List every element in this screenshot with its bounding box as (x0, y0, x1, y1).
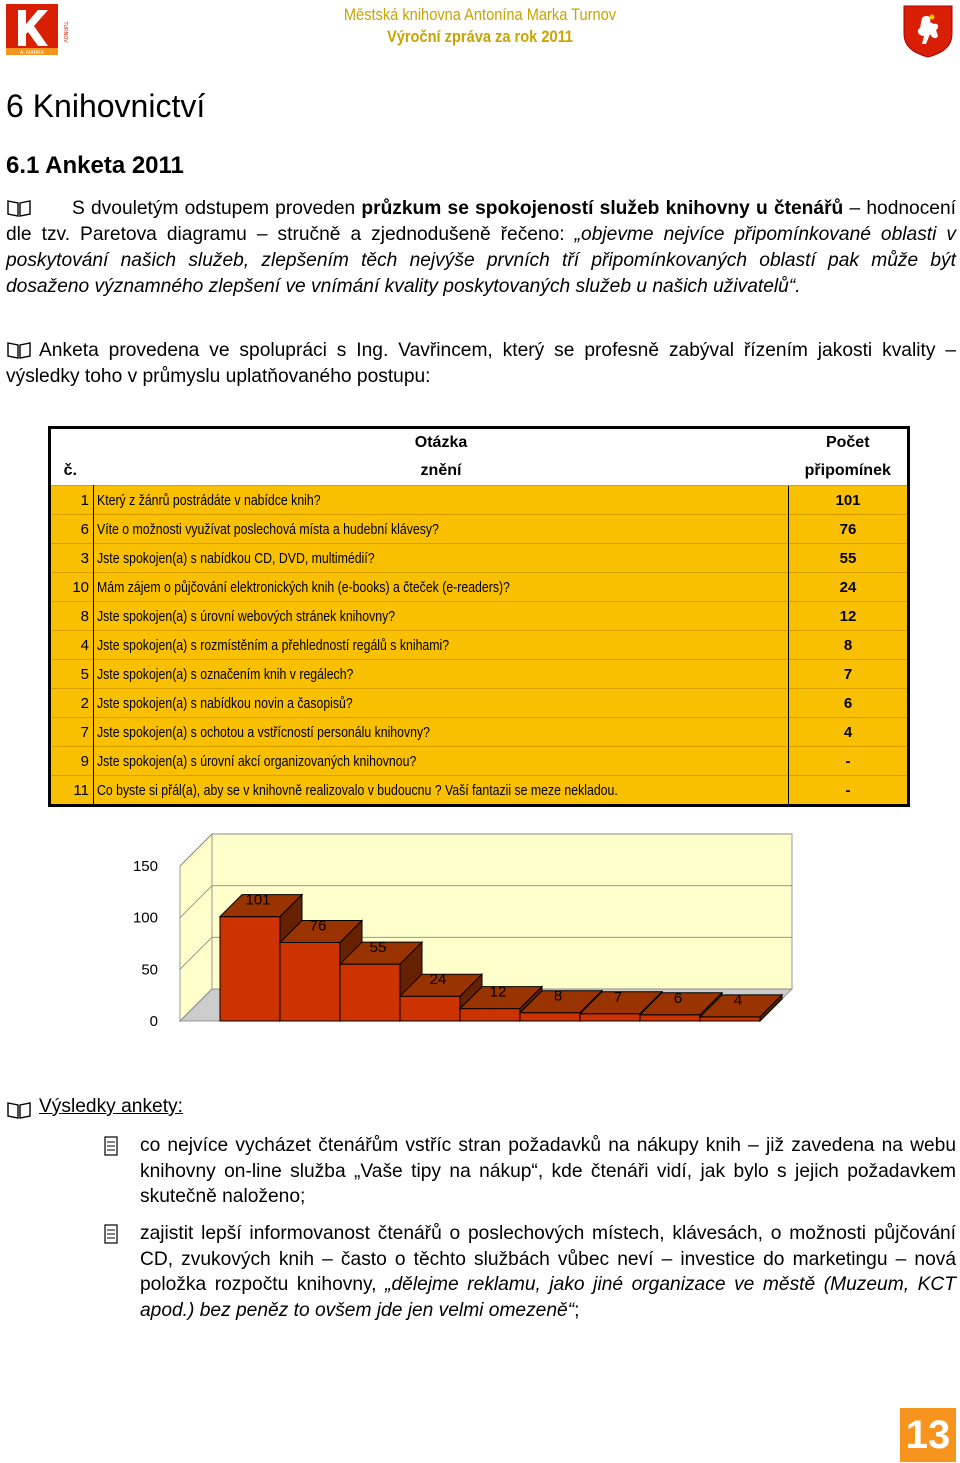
y-tick-label: 50 (141, 961, 158, 979)
intro-text-a: S dvouletým odstupem proveden (72, 198, 362, 219)
bar-value-label: 8 (553, 987, 563, 1005)
bar (700, 1017, 760, 1021)
row-question (94, 776, 789, 806)
bar-value-label: 55 (369, 939, 387, 957)
row-question (94, 486, 789, 515)
result-text-quote: „dělejme reklamu, jako jiné organizace ve městě (Muzeum, KCT apod.) bez peněz to ovšem jde jen velmi omezeně“ (140, 1274, 956, 1321)
row-count: 4 (789, 718, 909, 747)
row-number: 3 (50, 544, 94, 573)
result-item (104, 1133, 956, 1210)
row-question (94, 689, 789, 718)
cooperation-text: Anketa provedena ve spolupráci s Ing. Vavřincem, který se profesně zabýval řízením jakosti kvality – výsledky toho v průmyslu uplatňovaného postupu: (6, 340, 956, 387)
intro-text-bold: průzkum se spokojeností služeb knihovny u čtenářů (361, 198, 844, 219)
header-count-1: Počet (789, 428, 909, 458)
bar (340, 964, 400, 1021)
bar-value-label: 6 (673, 989, 683, 1007)
row-question-text: Jste spokojen(a) s označením knih v regálech? (97, 665, 354, 683)
cooperation-paragraph (6, 338, 956, 390)
row-question (94, 573, 789, 602)
row-question (94, 747, 789, 776)
row-question-text: Jste spokojen(a) s ochotou a vstřícností personálu knihovny? (97, 723, 430, 741)
pareto-chart (100, 820, 860, 1050)
row-number: 1 (50, 486, 94, 515)
row-count: 76 (789, 515, 909, 544)
header-wording: znění (94, 457, 789, 486)
row-count: 12 (789, 602, 909, 631)
results-heading-text: Výsledky ankety: (39, 1096, 183, 1117)
table-row (50, 660, 909, 689)
table-row (50, 776, 909, 806)
header-library-name: Městská knihovna Antonína Marka Turnov (343, 5, 617, 24)
bar (640, 1015, 700, 1021)
row-question-text: Jste spokojen(a) s rozmístěním a přehledností regálů s knihami? (97, 636, 450, 654)
row-number: 8 (50, 602, 94, 631)
row-question (94, 631, 789, 660)
result-item (104, 1221, 956, 1323)
bar (460, 1009, 520, 1021)
table-row (50, 747, 909, 776)
table-row (50, 631, 909, 660)
survey-intro-paragraph (6, 196, 956, 300)
bar (220, 917, 280, 1021)
survey-table (48, 426, 910, 807)
row-number: 7 (50, 718, 94, 747)
table-row (50, 573, 909, 602)
chapter-heading: 6 Knihovnictví (6, 88, 206, 124)
row-count: - (789, 747, 909, 776)
y-tick-label: 100 (132, 909, 158, 927)
row-question-text: Který z žánrů postrádáte v nabídce knih? (97, 491, 321, 509)
header-question: Otázka (94, 428, 789, 458)
row-count: 24 (789, 573, 909, 602)
row-number: 11 (50, 776, 94, 806)
table-row (50, 602, 909, 631)
row-question-text: Jste spokojen(a) s nabídkou CD, DVD, multimédií? (97, 549, 375, 567)
row-count: 8 (789, 631, 909, 660)
svg-text:A. MARKA: A. MARKA (20, 50, 44, 56)
row-question (94, 602, 789, 631)
row-question-text: Co byste si přál(a), aby se v knihovně realizovalo v budoucnu ? Vaší fantazii se meze nekladou. (97, 781, 618, 799)
row-count: 55 (789, 544, 909, 573)
row-number: 9 (50, 747, 94, 776)
book-icon (6, 198, 32, 218)
row-count: 6 (789, 689, 909, 718)
bar-value-label: 101 (245, 891, 271, 909)
result-text-a: zajistit lepší informovanost čtenářů o poslechových místech, klávesách, o možnosti půjčování CD, zvukových knih – často o těchto službách vůbec neví – investice do marketingu – nová položka rozpočtu knihovny, (140, 1223, 956, 1295)
table-row (50, 515, 909, 544)
table-row (50, 486, 909, 515)
result-text (104, 1221, 956, 1323)
row-number: 10 (50, 573, 94, 602)
bar-value-label: 12 (489, 983, 507, 1001)
chart-side-wall (180, 834, 212, 1021)
intro-text-c: – hodnocení dle tzv. Paretova diagramu – stručně a zjednodušeně řečeno: (6, 198, 956, 245)
checklist-icon (104, 1224, 118, 1244)
city-crest-icon (900, 4, 956, 58)
bar-value-label: 4 (733, 991, 743, 1009)
table-row (50, 689, 909, 718)
result-text-c: ; (574, 1299, 580, 1321)
row-question (94, 515, 789, 544)
svg-text:TURNOV: TURNOV (62, 21, 68, 43)
table-row (50, 544, 909, 573)
bar-value-label: 76 (309, 917, 327, 935)
row-count: 101 (789, 486, 909, 515)
row-number: 6 (50, 515, 94, 544)
row-number: 4 (50, 631, 94, 660)
row-count: 7 (789, 660, 909, 689)
book-icon (6, 340, 32, 360)
bar (400, 996, 460, 1021)
results-heading (6, 1096, 183, 1118)
row-number: 2 (50, 689, 94, 718)
row-question-text: Víte o možnosti využívat poslechová místa a hudební klávesy? (97, 520, 439, 538)
row-question-text: Mám zájem o půjčování elektronických knih (e-books) a čteček (e-readers)? (97, 578, 510, 596)
bar (580, 1014, 640, 1021)
bar (520, 1013, 580, 1021)
checklist-icon (104, 1136, 118, 1156)
bar-value-label: 24 (429, 971, 447, 989)
row-question-text: Jste spokojen(a) s úrovní akcí organizovaných knihovnou? (97, 752, 417, 770)
row-question (94, 660, 789, 689)
row-count: - (789, 776, 909, 806)
result-text: co nejvíce vycházet čtenářům vstříc stran požadavků na nákupy knih – již zavedena na webu knihovny on-line služba „Vaše tipy na nákup“, kde čtenáři vidí, jak bylo s jejich požadavkem skutečně naloženo; (140, 1135, 956, 1207)
section-heading: 6.1 Anketa 2011 (6, 152, 184, 179)
intro-text-quote: „objevme nejvíce připomínkované oblasti v poskytování našich služeb, zlepšením těch nejvýše prvních tří připomínkovaných oblastí pak může být dosaženo významného zlepšení ve vnímání kvality poskytovaných služeb u našich uživatelů“. (6, 224, 956, 297)
table-header-row-2 (50, 457, 909, 486)
y-tick-label: 150 (132, 858, 158, 875)
row-question (94, 718, 789, 747)
table-header-row-1 (50, 428, 909, 458)
bar-value-label: 7 (613, 988, 623, 1006)
header-report-title: Výroční zpráva za rok 2011 (386, 27, 574, 46)
y-tick-label: 0 (149, 1013, 158, 1030)
page-number: 13 (900, 1408, 956, 1462)
row-question-text: Jste spokojen(a) s nabídkou novin a časopisů? (97, 694, 353, 712)
row-number: 5 (50, 660, 94, 689)
library-logo (2, 2, 74, 56)
bar (280, 942, 340, 1021)
row-question (94, 544, 789, 573)
header-count-2: připomínek (789, 457, 909, 486)
table-row (50, 718, 909, 747)
row-question-text: Jste spokojen(a) s úrovní webových stránek knihovny? (97, 607, 396, 625)
book-icon (6, 1100, 32, 1120)
header-number: č. (50, 457, 94, 486)
